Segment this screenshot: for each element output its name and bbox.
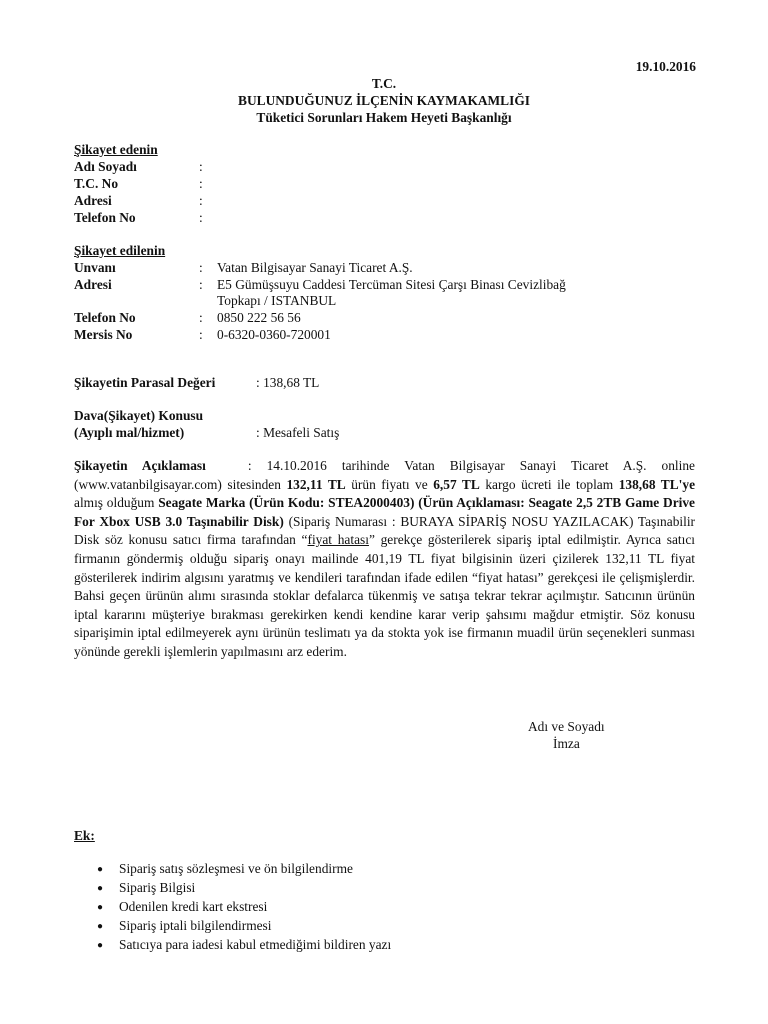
claim-subject-value: : Mesafeli Satış (256, 425, 340, 440)
bullet-icon: ● (97, 864, 104, 875)
explanation-text: almış olduğum (74, 495, 159, 511)
attachment-item (97, 918, 697, 934)
complainant-name-label: Adı Soyadı (74, 159, 137, 174)
respondent-address-label: Adresi (74, 277, 112, 292)
explanation-text: kargo ücreti ile toplam (479, 476, 619, 492)
attachments-title: Ek: (74, 828, 95, 843)
respondent-phone-value: 0850 222 56 56 (217, 310, 301, 325)
respondent-mersis-colon: : (199, 327, 203, 342)
explanation-label: Şikayetin Açıklaması (74, 458, 206, 473)
price-error-phrase: fiyat hatası (307, 532, 369, 548)
header-tc: T.C. (371, 76, 397, 91)
bullet-icon: ● (97, 883, 104, 894)
respondent-mersis-value: 0-6320-0360-720001 (217, 327, 331, 342)
explanation-text: (Sipariş Numarası : BURAYA SİPARİŞ NOSU YAZILACAK) Taşınabilir Disk söz konusu satıcı firma tarafından “ (74, 513, 696, 548)
signature-label: İmza (553, 736, 580, 751)
respondent-section-title: Şikayet edilenin (74, 243, 166, 258)
respondent-address-colon: : (199, 277, 203, 292)
respondent-phone-colon: : (199, 310, 203, 325)
complainant-section-title: Şikayet edenin (74, 142, 158, 157)
complainant-address-colon: : (199, 193, 203, 208)
respondent-address-line1: E5 Gümüşsuyu Caddesi Tercüman Sitesi Çarşı Binası Cevizlibağ (217, 277, 566, 292)
claim-value: : 138,68 TL (256, 375, 320, 390)
bullet-icon: ● (97, 940, 104, 951)
explanation-text: ürün fiyatı ve (345, 476, 434, 492)
bullet-icon: ● (97, 921, 104, 932)
explanation-text: : 14.10.2016 tarihinde Vatan Bilgisayar Sanayi Ticaret A.Ş. online (www.vatanbilgisayar.com) sitesinden (74, 458, 696, 492)
claim-subject-label: Dava(Şikayet) Konusu (74, 408, 204, 423)
product-description: Seagate Marka (Ürün Kodu: STEA2000403) (Ürün Açıklaması: Seagate 2,5 2TB Game Drive For Xbox USB 3.0 Taşınabilir Disk) (74, 495, 695, 529)
complainant-tc-label: T.C. No (74, 176, 119, 191)
header-authority: BULUNDUĞUNUZ İLÇENİN KAYMAKAMLIĞI (238, 93, 530, 108)
respondent-title-value: Vatan Bilgisayar Sanayi Ticaret A.Ş. (217, 260, 413, 275)
complainant-address-label: Adresi (74, 193, 112, 208)
complainant-phone-colon: : (199, 210, 203, 225)
respondent-title-label: Unvanı (74, 260, 116, 275)
attachment-label: Satıcıya para iadesi kabul etmediğimi bildiren yazı (119, 937, 392, 952)
complainant-tc-colon: : (199, 176, 203, 191)
claim-subject-sublabel: (Ayıplı mal/hizmet) (74, 425, 185, 440)
claim-value-label: Şikayetin Parasal Değeri (74, 375, 216, 390)
attachment-label: Sipariş iptali bilgilendirmesi (119, 918, 272, 933)
respondent-mersis-label: Mersis No (74, 327, 133, 342)
total-price: 138,68 TL'ye (618, 476, 696, 492)
attachment-item (97, 880, 697, 896)
signature-name-label: Adı ve Soyadı (528, 719, 605, 734)
respondent-phone-label: Telefon No (74, 310, 136, 325)
attachment-label: Sipariş satış sözleşmesi ve ön bilgilendirme (119, 861, 353, 876)
complainant-name-colon: : (199, 159, 203, 174)
respondent-address-line2: Topkapı / ISTANBUL (217, 293, 337, 308)
document-date: 19.10.2016 (635, 59, 696, 74)
attachment-label: Odenilen kredi kart ekstresi (119, 899, 268, 914)
complainant-phone-label: Telefon No (74, 210, 136, 225)
attachment-item (97, 937, 697, 953)
product-price: 132,11 TL (286, 476, 346, 492)
attachment-item (97, 861, 697, 877)
header-committee: Tüketici Sorunları Hakem Heyeti Başkanlığı (256, 110, 512, 125)
respondent-title-colon: : (199, 260, 203, 275)
bullet-icon: ● (97, 902, 104, 913)
shipping-price: 6,57 TL (433, 476, 480, 492)
attachment-label: Sipariş Bilgisi (119, 880, 196, 895)
attachment-item (97, 899, 697, 915)
explanation-paragraph (74, 457, 695, 662)
explanation-text: ” gerekçe gösterilerek sipariş iptal edilmiştir. Ayrıca satıcı firmanın göndermiş olduğu sipariş onayı mailinde 401,19 TL fiyat bilgisinin üzeri çizilerek 132,11 TL fiyat gösterilerek indirim algısını yaratmış ve kendileri tarafından ifade edilen “fiyat hatası” gerekçesi ile çelişmişlerdir. Bahsi geçen ürünün alımı sırasında stoklar defalarca tükenmiş ve satışa tekrar tekrar açılmıştır. Satıcının ürünün iptal kararını müşteriye bırakması gerekirken kendi kendine karar verip şahsımı mağdur etmiştir. Söz konusu siparişimin iptal edilmeyerek aynı ürünün teslimatı ya da stokta yok ise firmanın muadil ürün seçenekleri sunması yönünde gerekli işlemlerin yapılmasını arz ederim. (74, 532, 695, 659)
